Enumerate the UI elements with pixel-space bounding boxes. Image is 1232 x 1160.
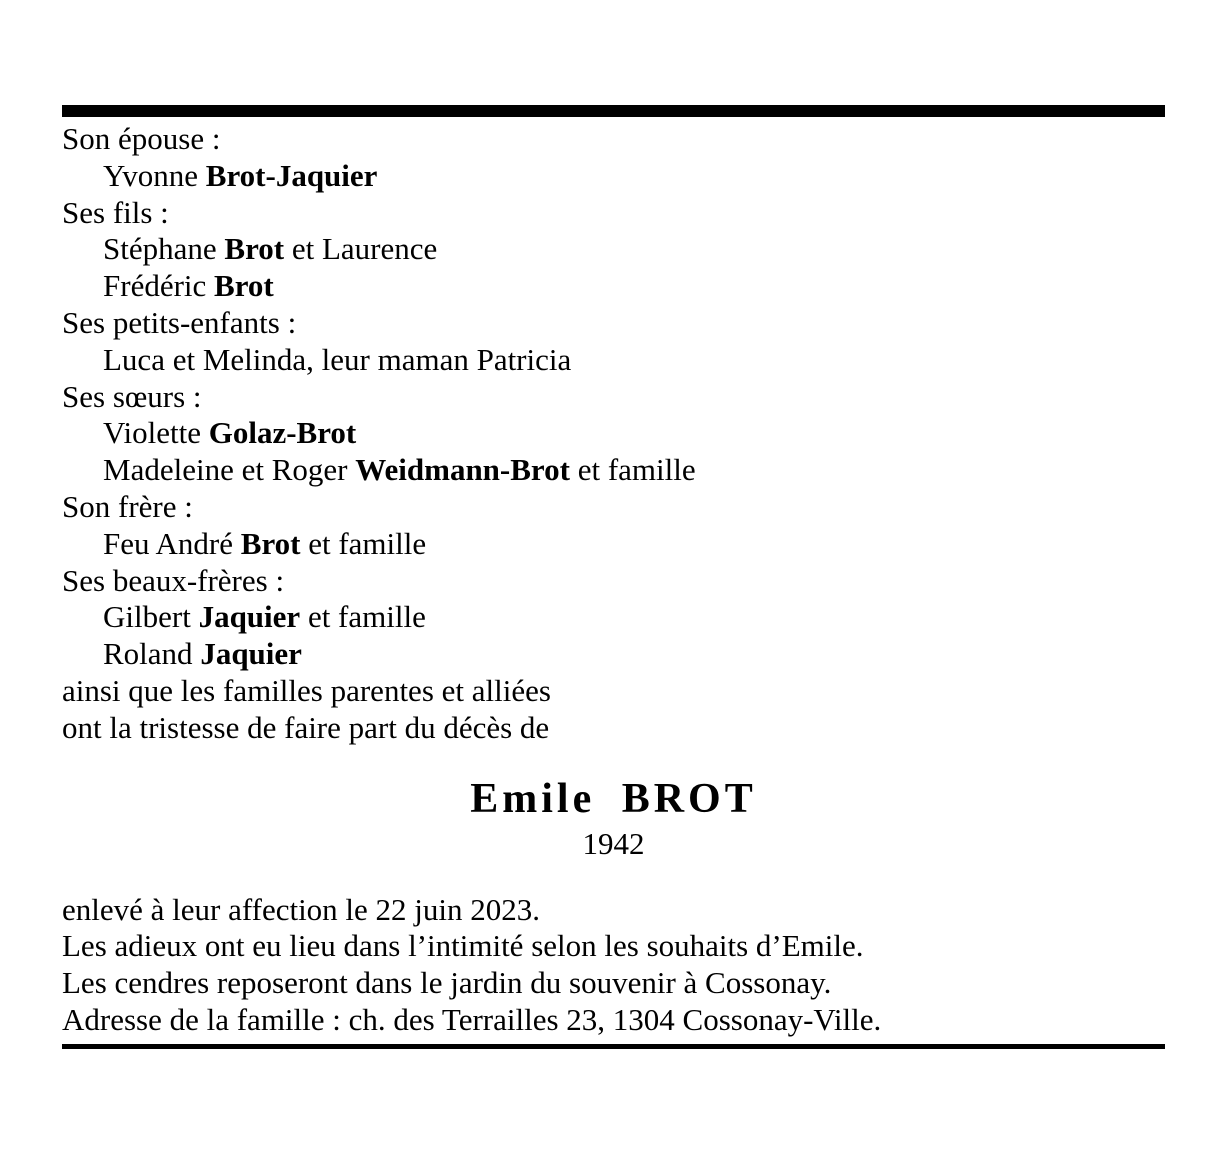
line-text: ont la tristesse de faire part du décès de [62,709,550,745]
relation-label-line [62,121,1165,158]
line-text: Ses beaux-frères : [62,562,285,598]
family-address-line: Adresse de la famille : ch. des Terrailles 23, 1304 Cossonay-Ville. [62,1001,882,1037]
surname-bold: Jaquier [198,599,301,635]
family-member-line [62,342,1165,379]
surname-bold: Brot [240,525,301,561]
line-text: Ses fils : [62,194,169,230]
line-text: Gilbert [103,599,199,635]
relation-label-line [62,195,1165,232]
line-text: Son frère : [62,488,193,524]
family-member-line [62,636,1165,673]
line-text: Ses sœurs : [62,378,202,414]
deceased-name: Emile BROT [470,775,757,822]
line-text: Roland [103,636,201,672]
line-text: Frédéric [103,268,215,304]
relation-label-line [62,563,1165,600]
family-member-line: Madeleine et Roger Weidmann-Brot et famille [103,452,696,488]
family-member-line: Gilbert Jaquier et famille [103,599,426,635]
relation-label-line [62,379,1165,416]
surname-bold: Brot [214,268,274,304]
bottom-rule [62,1044,1165,1049]
surname-bold: Jaquier [200,636,302,672]
family-member-line [62,415,1165,452]
line-text: Luca et Melinda, leur maman Patricia [103,341,572,377]
notice-phrase-line [62,673,1165,710]
family-list [62,121,1165,747]
family-member-line [62,268,1165,305]
line-text: Son épouse : [62,121,221,156]
line-text: Yvonne [103,157,206,193]
surname-bold: Golaz-Brot [208,415,357,451]
line-text: Madeleine et Roger [103,452,356,488]
family-member-line: Stéphane Brot et Laurence [103,231,438,267]
surname-bold: Brot-Jaquier [205,157,378,193]
family-member-line: Feu André Brot et famille [103,525,427,561]
deceased-block [62,773,1165,862]
death-date-line: enlevé à leur affection le 22 juin 2023. [62,891,541,927]
line-text: Ses petits-enfants : [62,304,297,340]
closing-block [62,892,1165,1039]
relation-label-line [62,305,1165,342]
line-text: Feu André [103,525,241,561]
farewell-line: Les adieux ont eu lieu dans l’intimité selon les souhaits d’Emile. [62,928,864,964]
notice-content [62,105,1165,1049]
ashes-line: Les cendres reposeront dans le jardin du souvenir à Cossonay. [62,965,832,1001]
birth-year: 1942 [582,825,645,861]
top-rule [62,105,1165,117]
surname-bold: Brot [224,231,285,267]
relation-label-line [62,489,1165,526]
line-text: Violette [103,415,209,451]
notice-phrase-line [62,710,1165,747]
line-text: ainsi que les familles parentes et alliées [62,672,551,708]
family-member-line [62,158,1165,195]
surname-bold: Weidmann-Brot [355,452,570,488]
line-text: Stéphane [103,231,225,267]
